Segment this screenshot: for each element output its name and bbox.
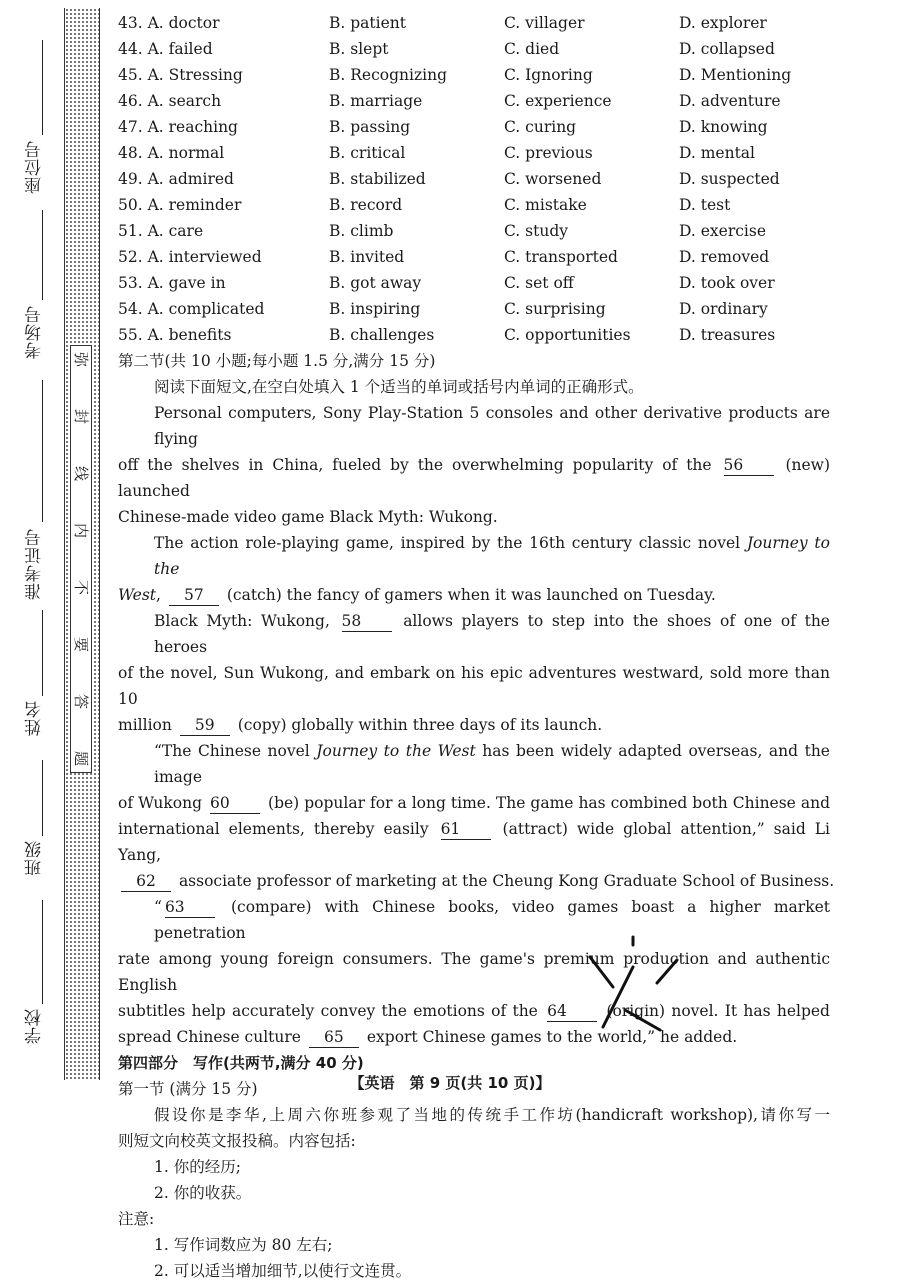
passage-line: The action role-playing game, inspired by the 16th century classic novel Journey to the bbox=[154, 534, 830, 578]
passage-line: international elements, thereby easily 61 (attract) wide global attention,” said Li Yang, bbox=[118, 820, 830, 864]
blank-58[interactable]: 58 bbox=[342, 611, 392, 632]
option-a[interactable]: 53. A. gave in bbox=[118, 274, 226, 292]
blank-60[interactable]: 60 bbox=[210, 793, 260, 814]
option-c[interactable]: C. set off bbox=[504, 274, 574, 292]
option-a[interactable]: 43. A. doctor bbox=[118, 14, 220, 32]
passage-line: West, 57 (catch) the fancy of gamers when it was launched on Tuesday. bbox=[118, 586, 716, 604]
options-list bbox=[118, 10, 830, 348]
option-a[interactable]: 48. A. normal bbox=[118, 144, 225, 162]
option-d[interactable]: D. ordinary bbox=[679, 300, 768, 318]
admission-number-label: 准考证号 bbox=[25, 528, 45, 600]
option-b[interactable]: B. patient bbox=[329, 14, 406, 32]
writing-point: 2. 你的收获。 bbox=[154, 1184, 252, 1202]
seal-char: 答 bbox=[72, 693, 91, 710]
seal-char: 要 bbox=[72, 636, 91, 653]
option-b[interactable]: B. got away bbox=[329, 274, 422, 292]
option-b[interactable]: B. passing bbox=[329, 118, 411, 136]
exam-room-line bbox=[42, 210, 43, 300]
passage-line: off the shelves in China, fueled by the overwhelming popularity of the 56 (new) launched bbox=[118, 456, 830, 500]
option-a[interactable]: 47. A. reaching bbox=[118, 118, 238, 136]
option-c[interactable]: C. experience bbox=[504, 92, 612, 110]
option-d[interactable]: D. took over bbox=[679, 274, 775, 292]
school-label: 学校 bbox=[25, 1008, 45, 1044]
seal-char: 题 bbox=[72, 750, 91, 767]
option-d[interactable]: D. collapsed bbox=[679, 40, 775, 58]
note-item: 1. 写作词数应为 80 左右; bbox=[154, 1236, 333, 1254]
option-d[interactable]: D. test bbox=[679, 196, 731, 214]
note-heading: 注意: bbox=[118, 1210, 155, 1228]
passage-line: Black Myth: Wukong, 58 allows players to step into the shoes of one of the heroes bbox=[154, 612, 830, 656]
seal-char: 线 bbox=[72, 465, 91, 482]
seal-char: 内 bbox=[72, 522, 91, 539]
blank-56[interactable]: 56 bbox=[724, 455, 774, 476]
option-a[interactable]: 45. A. Stressing bbox=[118, 66, 243, 84]
option-c[interactable]: C. mistake bbox=[504, 196, 587, 214]
seat-number-label: 座位号 bbox=[25, 140, 45, 194]
passage-line: of the novel, Sun Wukong, and embark on his epic adventures westward, sold more than 10 bbox=[118, 664, 830, 708]
blank-59[interactable]: 59 bbox=[180, 715, 230, 736]
exam-room-label: 考场号 bbox=[25, 305, 45, 359]
part4-subheading: 第一节 (满分 15 分) bbox=[118, 1080, 258, 1098]
seal-char: 弥 bbox=[72, 351, 91, 368]
question-44-options bbox=[118, 36, 830, 62]
class-label: 班级 bbox=[25, 840, 45, 876]
option-c[interactable]: C. Ignoring bbox=[504, 66, 593, 84]
option-b[interactable]: B. Recognizing bbox=[329, 66, 447, 84]
option-c[interactable]: C. died bbox=[504, 40, 560, 58]
passage-line: subtitles help accurately convey the emotions of the 64 (origin) novel. It has helped bbox=[118, 1002, 830, 1020]
blank-62[interactable]: 62 bbox=[121, 871, 171, 892]
question-54-options bbox=[118, 296, 830, 322]
option-b[interactable]: B. inspiring bbox=[329, 300, 421, 318]
option-b[interactable]: B. record bbox=[329, 196, 403, 214]
option-c[interactable]: C. previous bbox=[504, 144, 593, 162]
option-d[interactable]: D. removed bbox=[679, 248, 770, 266]
question-52-options bbox=[118, 244, 830, 270]
class-line bbox=[42, 760, 43, 836]
option-a[interactable]: 54. A. complicated bbox=[118, 300, 265, 318]
passage-line: “ 63 (compare) with Chinese books, video games boast a higher market penetration bbox=[154, 898, 830, 942]
question-45-options bbox=[118, 62, 830, 88]
question-53-options bbox=[118, 270, 830, 296]
binding-margin bbox=[0, 0, 62, 1104]
option-b[interactable]: B. marriage bbox=[329, 92, 423, 110]
option-b[interactable]: B. critical bbox=[329, 144, 406, 162]
question-49-options bbox=[118, 166, 830, 192]
option-b[interactable]: B. slept bbox=[329, 40, 389, 58]
admission-number-line bbox=[42, 380, 43, 522]
option-c[interactable]: C. study bbox=[504, 222, 569, 240]
option-c[interactable]: C. opportunities bbox=[504, 326, 631, 344]
option-a[interactable]: 46. A. search bbox=[118, 92, 222, 110]
option-d[interactable]: D. adventure bbox=[679, 92, 781, 110]
option-c[interactable]: C. curing bbox=[504, 118, 577, 136]
seal-char: 封 bbox=[72, 408, 91, 425]
option-b[interactable]: B. challenges bbox=[329, 326, 435, 344]
option-b[interactable]: B. stabilized bbox=[329, 170, 426, 188]
name-label: 姓名 bbox=[25, 700, 45, 736]
blank-57[interactable]: 57 bbox=[169, 585, 219, 606]
section2-heading: 第二节(共 10 小题;每小题 1.5 分,满分 15 分) bbox=[118, 352, 436, 370]
writing-task: 则短文向校英文报投稿。内容包括: bbox=[118, 1132, 356, 1150]
question-46-options bbox=[118, 88, 830, 114]
option-d[interactable]: D. exercise bbox=[679, 222, 766, 240]
note-item: 2. 可以适当增加细节,以使行文连贯。 bbox=[154, 1262, 412, 1280]
passage-line: of Wukong 60 (be) popular for a long time. The game has combined both Chinese and bbox=[118, 794, 830, 812]
blank-65[interactable]: 65 bbox=[309, 1027, 359, 1048]
option-c[interactable]: C. villager bbox=[504, 14, 585, 32]
option-b[interactable]: B. invited bbox=[329, 248, 405, 266]
option-c[interactable]: C. surprising bbox=[504, 300, 606, 318]
seat-number-line bbox=[42, 40, 43, 135]
part4-heading: 第四部分 写作(共两节,满分 40 分) bbox=[118, 1054, 364, 1072]
option-d[interactable]: D. knowing bbox=[679, 118, 768, 136]
passage-line: Personal computers, Sony Play-Station 5 consoles and other derivative products are flying bbox=[154, 404, 830, 448]
handwritten-mark bbox=[585, 935, 685, 1035]
option-a[interactable]: 52. A. interviewed bbox=[118, 248, 262, 266]
option-b[interactable]: B. climb bbox=[329, 222, 394, 240]
option-d[interactable]: D. Mentioning bbox=[679, 66, 792, 84]
writing-task: 假设你是李华,上周六你班参观了当地的传统手工作坊(handicraft workshop),请你写一 bbox=[154, 1106, 830, 1124]
school-line bbox=[42, 900, 43, 1004]
question-48-options bbox=[118, 140, 830, 166]
option-a[interactable]: 51. A. care bbox=[118, 222, 204, 240]
blank-64[interactable]: 64 bbox=[547, 1001, 597, 1022]
option-a[interactable]: 44. A. failed bbox=[118, 40, 213, 58]
option-d[interactable]: D. mental bbox=[679, 144, 756, 162]
passage-line: Chinese-made video game Black Myth: Wukong. bbox=[118, 508, 498, 526]
blank-63[interactable]: 63 bbox=[165, 897, 215, 918]
option-a[interactable]: 50. A. reminder bbox=[118, 196, 242, 214]
option-a[interactable]: 55. A. benefits bbox=[118, 326, 232, 344]
passage-line: spread Chinese culture 65 export Chinese games to the world,” he added. bbox=[118, 1028, 738, 1046]
option-a[interactable]: 49. A. admired bbox=[118, 170, 234, 188]
seal-char: 不 bbox=[72, 579, 91, 596]
option-c[interactable]: C. transported bbox=[504, 248, 618, 266]
blank-61[interactable]: 61 bbox=[441, 819, 491, 840]
seal-notice-box bbox=[70, 345, 92, 773]
passage-line: million 59 (copy) globally within three days of its launch. bbox=[118, 716, 603, 734]
question-55-options bbox=[118, 322, 830, 348]
option-d[interactable]: D. explorer bbox=[679, 14, 767, 32]
passage-line: 62 associate professor of marketing at the Cheung Kong Graduate School of Business. bbox=[118, 868, 830, 894]
option-c[interactable]: C. worsened bbox=[504, 170, 602, 188]
passage-line: “The Chinese novel Journey to the West has been widely adapted overseas, and the image bbox=[154, 742, 830, 786]
option-d[interactable]: D. treasures bbox=[679, 326, 776, 344]
passage-line: rate among young foreign consumers. The game's premium production and authentic English bbox=[118, 950, 830, 994]
question-51-options bbox=[118, 218, 830, 244]
question-47-options bbox=[118, 114, 830, 140]
section2-instruction: 阅读下面短文,在空白处填入 1 个适当的单词或括号内单词的正确形式。 bbox=[154, 378, 644, 396]
page-footer: 【英语 第 9 页(共 10 页)】 bbox=[349, 1074, 551, 1092]
writing-point: 1. 你的经历; bbox=[154, 1158, 241, 1176]
question-43-options bbox=[118, 10, 830, 36]
option-d[interactable]: D. suspected bbox=[679, 170, 780, 188]
name-line bbox=[42, 610, 43, 696]
question-50-options bbox=[118, 192, 830, 218]
